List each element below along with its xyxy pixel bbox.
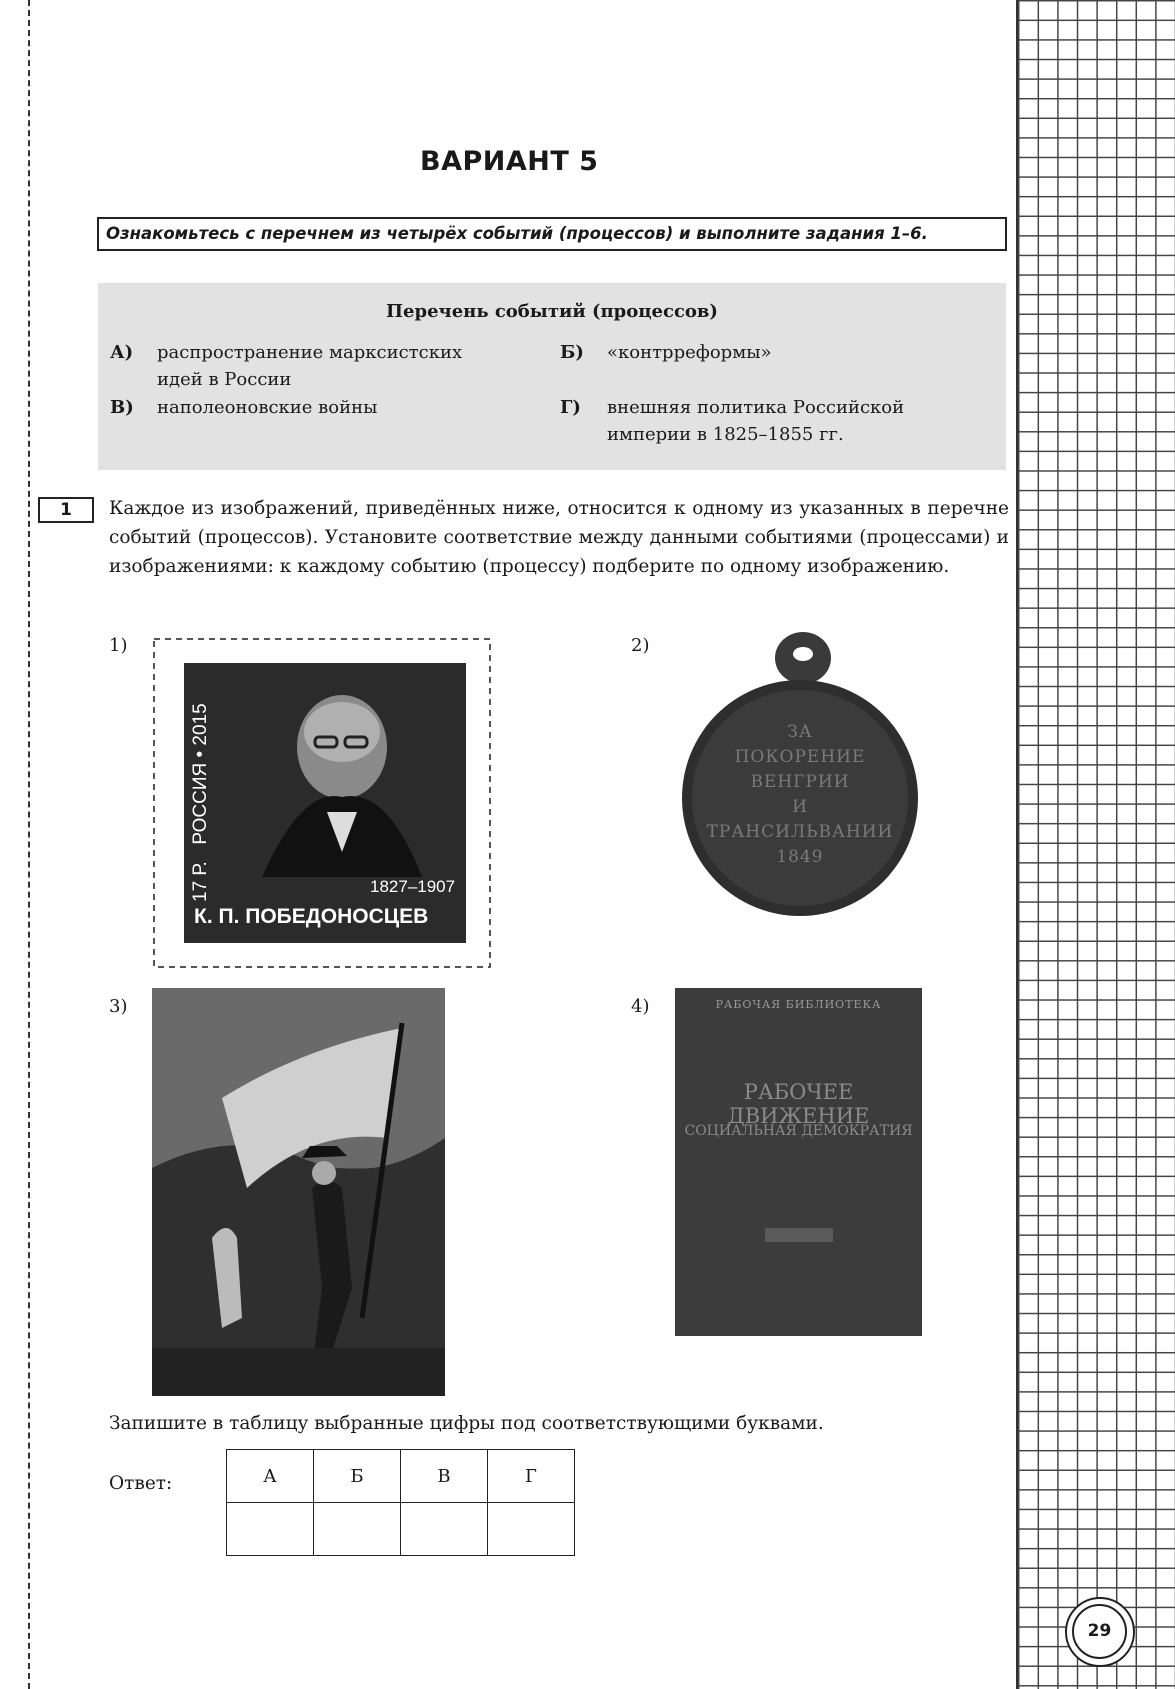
answer-column-b: Б <box>314 1450 401 1503</box>
medal-line: ТРАНСИЛЬВАНИИ <box>706 822 894 842</box>
answer-cell-a[interactable] <box>227 1503 314 1556</box>
answer-cell-g[interactable] <box>488 1503 575 1556</box>
answer-cell-v[interactable] <box>401 1503 488 1556</box>
stamp-image <box>152 637 492 969</box>
image-label-3: 3) <box>109 996 128 1017</box>
answer-prompt: Запишите в таблицу выбранные цифры под соответствующими буквами. <box>109 1413 824 1434</box>
answer-column-g: Г <box>488 1450 575 1503</box>
event-v <box>110 394 510 421</box>
answer-label: Ответ: <box>109 1473 173 1494</box>
event-text: наполеоновские войны <box>157 397 378 418</box>
page-number: 29 <box>1072 1604 1127 1659</box>
painting-icon <box>152 988 445 1396</box>
stamp-name: К. П. ПОБЕДОНОСЦЕВ <box>194 905 429 928</box>
event-text: распространение марксистских идей в России <box>157 342 463 390</box>
event-text: «контрреформы» <box>607 342 772 363</box>
book-series: РАБОЧАЯ БИБЛИОТЕКА <box>715 998 882 1011</box>
image-label-2: 2) <box>631 635 650 656</box>
event-g <box>560 394 980 448</box>
stamp-country-year: РОССИЯ • 2015 <box>190 703 211 845</box>
book-title-1: РАБОЧЕЕ ДВИЖЕНИЕ <box>727 1080 870 1128</box>
medal-line: ВЕНГРИИ <box>750 772 850 792</box>
answer-column-v: В <box>401 1450 488 1503</box>
medal-line: ЗА <box>787 722 813 742</box>
book-title-2: СОЦИАЛЬНАЯ ДЕМОКРАТИЯ <box>684 1123 913 1139</box>
medal-line: И <box>792 797 808 817</box>
answer-table <box>226 1449 575 1556</box>
medal-line: 1849 <box>776 847 824 867</box>
draft-grid <box>1016 0 1175 1689</box>
event-letter: В) <box>110 397 134 418</box>
stamp-years: 1827–1907 <box>370 877 456 896</box>
medal-line: ПОКОРЕНИЕ <box>734 747 866 767</box>
task-text: Каждое из изображений, приведённых ниже, относится к одному из указанных в перечне событий (процессов). Установите соответствие между данными событиями (процессами) и изображениями: к каждому событию (процессу) подберите по одному изображению. <box>109 498 1009 577</box>
cut-line <box>28 0 30 1689</box>
event-b <box>560 339 980 366</box>
book-image <box>675 988 922 1336</box>
stamp-value: 17 Р. <box>190 861 211 902</box>
page-number-badge <box>1065 1597 1135 1667</box>
event-text: внешняя политика Российской империи в 1825–1855 гг. <box>607 397 905 445</box>
variant-title: ВАРИАНТ 5 <box>420 146 599 177</box>
event-letter: А) <box>110 342 134 363</box>
events-title: Перечень событий (процессов) <box>386 301 718 322</box>
answer-cell-b[interactable] <box>314 1503 401 1556</box>
image-label-1: 1) <box>109 635 128 656</box>
event-letter: Г) <box>560 397 581 418</box>
image-label-4: 4) <box>631 996 650 1017</box>
event-letter: Б) <box>560 342 584 363</box>
medal-image <box>680 628 920 923</box>
task-number: 1 <box>38 497 94 523</box>
instruction-box: Ознакомьтесь с перечнем из четырёх событий (процессов) и выполните задания 1–6. <box>97 217 1007 251</box>
events-list <box>98 283 1006 470</box>
answer-column-a: А <box>227 1450 314 1503</box>
painting-image <box>152 988 445 1396</box>
event-a <box>110 339 510 393</box>
